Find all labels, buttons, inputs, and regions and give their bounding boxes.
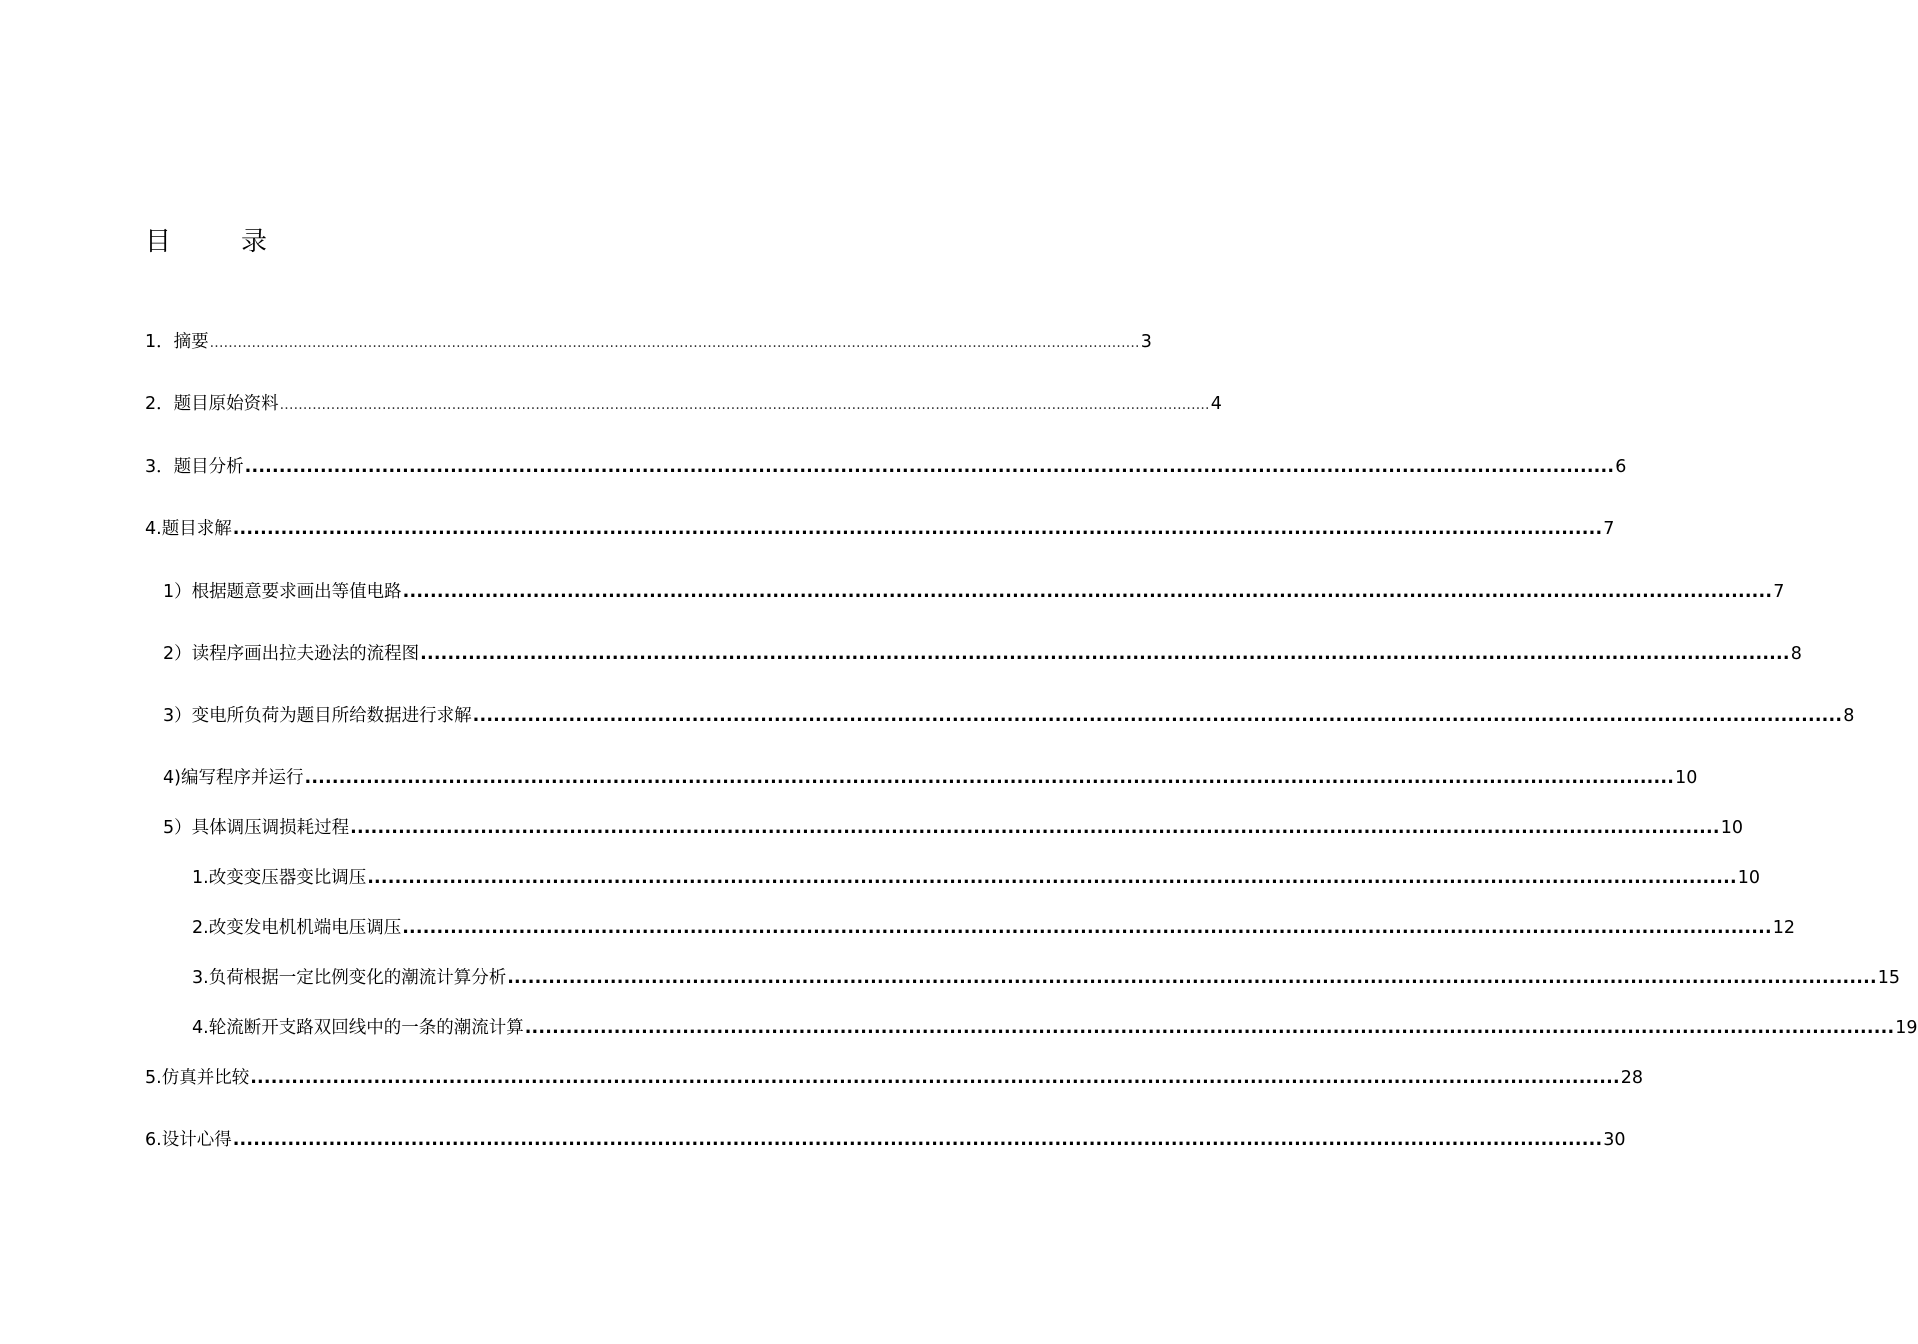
toc-leader-dots: ........................................................................................................................................................................................................: [507, 968, 1877, 988]
toc-entry-6[interactable]: [145, 1128, 1626, 1152]
toc-leader-dots: ........................................................................................................................................................................................................: [304, 768, 1675, 788]
toc-entry-page: 19: [1895, 1018, 1918, 1038]
toc-entry-page: 7: [1773, 582, 1785, 602]
toc-entry-4-3[interactable]: [163, 704, 1855, 728]
toc-entry-label: 4)编写程序并运行: [163, 768, 304, 788]
toc-entry-label: 2.改变发电机机端电压调压: [192, 918, 402, 938]
toc-entry-4-5-4[interactable]: [192, 1016, 1918, 1040]
toc-leader-dots: ........................................................................................................................................................................................................: [367, 868, 1737, 888]
toc-leader-dots: ........................................................................................................................................................................................................: [420, 644, 1790, 664]
toc-entry-page: 8: [1843, 706, 1855, 726]
toc-entry-page: 4: [1210, 394, 1222, 414]
toc-leader-dots: ........................................................................................................................................................................................................: [244, 457, 1615, 477]
toc-entry-label: 4.题目求解: [145, 519, 232, 539]
toc-leader-dots: ........................................................................................................................................................................................................: [472, 706, 1843, 726]
toc-entry-page: 8: [1790, 644, 1802, 664]
toc-entry-4-5-3[interactable]: [192, 966, 1901, 990]
toc-entry-label: 1.改变变压器变比调压: [192, 868, 367, 888]
toc-leader-dots: ........................................................................................................................................................................................................: [524, 1018, 1895, 1038]
toc-entry-page: 15: [1877, 968, 1901, 988]
toc-entry-page: 12: [1772, 918, 1796, 938]
toc-title: 目 录: [145, 227, 290, 257]
toc-entry-label: 5.仿真并比较: [145, 1068, 250, 1088]
toc-entry-label: 6.设计心得: [145, 1130, 232, 1150]
toc-entry-label: 2）读程序画出拉夫逊法的流程图: [163, 644, 420, 664]
toc-entry-4-5-2[interactable]: [192, 916, 1796, 940]
toc-entry-5[interactable]: [145, 1066, 1644, 1090]
toc-entry-4-1[interactable]: [163, 580, 1785, 604]
toc-leader-dots: ........................................................................................................................................................................................................: [209, 335, 1140, 351]
toc-entry-label: 4.轮流断开支路双回线中的一条的潮流计算: [192, 1018, 524, 1038]
toc-leader-dots: ........................................................................................................................................................................................................: [250, 1068, 1620, 1088]
toc-entry-4-4[interactable]: [163, 766, 1698, 790]
toc-entry-4-2[interactable]: [163, 642, 1802, 666]
toc-entry-page: 30: [1603, 1130, 1626, 1150]
toc-entry-page: 10: [1675, 768, 1698, 788]
toc-entry-page: 7: [1603, 519, 1615, 539]
toc-leader-dots: ........................................................................................................................................................................................................: [232, 1130, 1603, 1150]
toc-leader-dots: ........................................................................................................................................................................................................: [232, 519, 1603, 539]
toc-entry-page: 6: [1615, 457, 1627, 477]
toc-entry-4-5-1[interactable]: [192, 866, 1761, 890]
toc-entry-page: 3: [1140, 332, 1152, 352]
toc-entry-1[interactable]: [145, 330, 1152, 355]
toc-entry-label: 2．题目原始资料: [145, 394, 279, 414]
toc-entry-2[interactable]: [145, 392, 1222, 417]
toc-entry-page: 10: [1737, 868, 1761, 888]
toc-entry-label: 3．题目分析: [145, 457, 244, 477]
toc-entry-4-5[interactable]: [163, 816, 1744, 840]
toc-entry-page: 10: [1720, 818, 1744, 838]
toc-entry-label: 3.负荷根据一定比例变化的潮流计算分析: [192, 968, 507, 988]
toc-leader-dots: ........................................................................................................................................................................................................: [402, 918, 1772, 938]
toc-entry-label: 1）根据题意要求画出等值电路: [163, 582, 402, 602]
toc-entry-label: 5）具体调压调损耗过程: [163, 818, 350, 838]
toc-leader-dots: ........................................................................................................................................................................................................: [350, 818, 1720, 838]
toc-entry-3[interactable]: [145, 455, 1627, 479]
toc-entry-page: 28: [1620, 1068, 1644, 1088]
toc-entry-label: 3）变电所负荷为题目所给数据进行求解: [163, 706, 472, 726]
toc-leader-dots: ........................................................................................................................................................................................................: [402, 582, 1773, 602]
toc-entry-4[interactable]: [145, 517, 1615, 541]
toc-entry-label: 1．摘要: [145, 332, 209, 352]
toc-leader-dots: ........................................................................................................................................................................................................: [279, 397, 1210, 413]
